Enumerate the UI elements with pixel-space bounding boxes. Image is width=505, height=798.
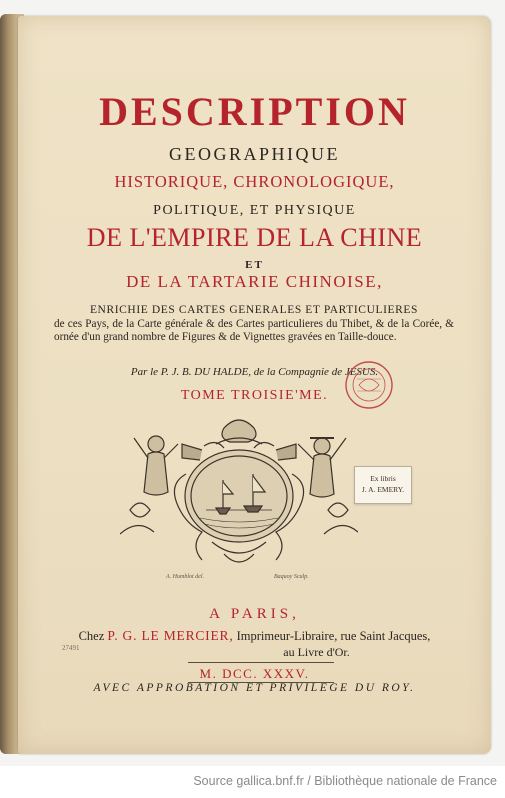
publication-date: M. DCC. XXXV. [199, 666, 310, 681]
title-politique: POLITIQUE, ET PHYSIQUE [153, 203, 356, 218]
title-historique: HISTORIQUE, CHRONOLOGIQUE, [114, 172, 395, 191]
enrichie-paragraph [54, 304, 454, 344]
printer-address: Imprimeur-Libraire, rue Saint Jacques, [236, 629, 431, 643]
ex-libris-label [354, 466, 412, 504]
tome-label: TOME TROISIE'ME. [180, 388, 329, 403]
chez-prefix: Chez [78, 629, 105, 643]
source-credit: Source gallica.bnf.fr / Bibliothèque nationale de France [193, 774, 497, 788]
printer-line [18, 628, 491, 644]
ex-libris-line1: Ex libris [370, 474, 396, 483]
title-et: ET [245, 259, 264, 271]
title-geographique: GEOGRAPHIQUE [169, 144, 340, 164]
shop-sign: au Livre d'Or. [283, 645, 350, 659]
engraved-vignette [120, 414, 358, 570]
engraver-signature-left: A. Humblot del. [166, 574, 204, 580]
ex-libris-line2: J. A. EMERY. [361, 485, 405, 494]
library-stamp-icon [343, 359, 395, 411]
author-line: Par le P. J. B. DU HALDE, de la Compagnie de JESUS. [130, 366, 379, 378]
city-line: A PARIS, [209, 606, 300, 622]
enrichie-heading: ENRICHIE DES CARTES GENERALES ET PARTICULIERES [89, 304, 419, 316]
shelfmark: 27491 [62, 644, 80, 652]
printer-name: P. G. LE MERCIER, [107, 628, 234, 643]
engraver-signature-right: Baquoy Sculp. [274, 574, 309, 580]
enrichie-text: de ces Pays, de la Carte générale & des Cartes particulieres du Thibet, & de la Corée, & ornée d'un grand nombre de Figures & de Vignettes gravées en Taille-douce. [54, 318, 454, 343]
title-description: DESCRIPTION [99, 89, 410, 134]
title-empire-chine: DE L'EMPIRE DE LA CHINE [86, 223, 423, 252]
title-tartarie: DE LA TARTARIE CHINOISE, [126, 272, 383, 291]
approbation-line: AVEC APPROBATION ET PRIVILEGE DU ROY. [93, 682, 416, 694]
title-page [18, 16, 491, 754]
date-rule-top [188, 662, 334, 663]
